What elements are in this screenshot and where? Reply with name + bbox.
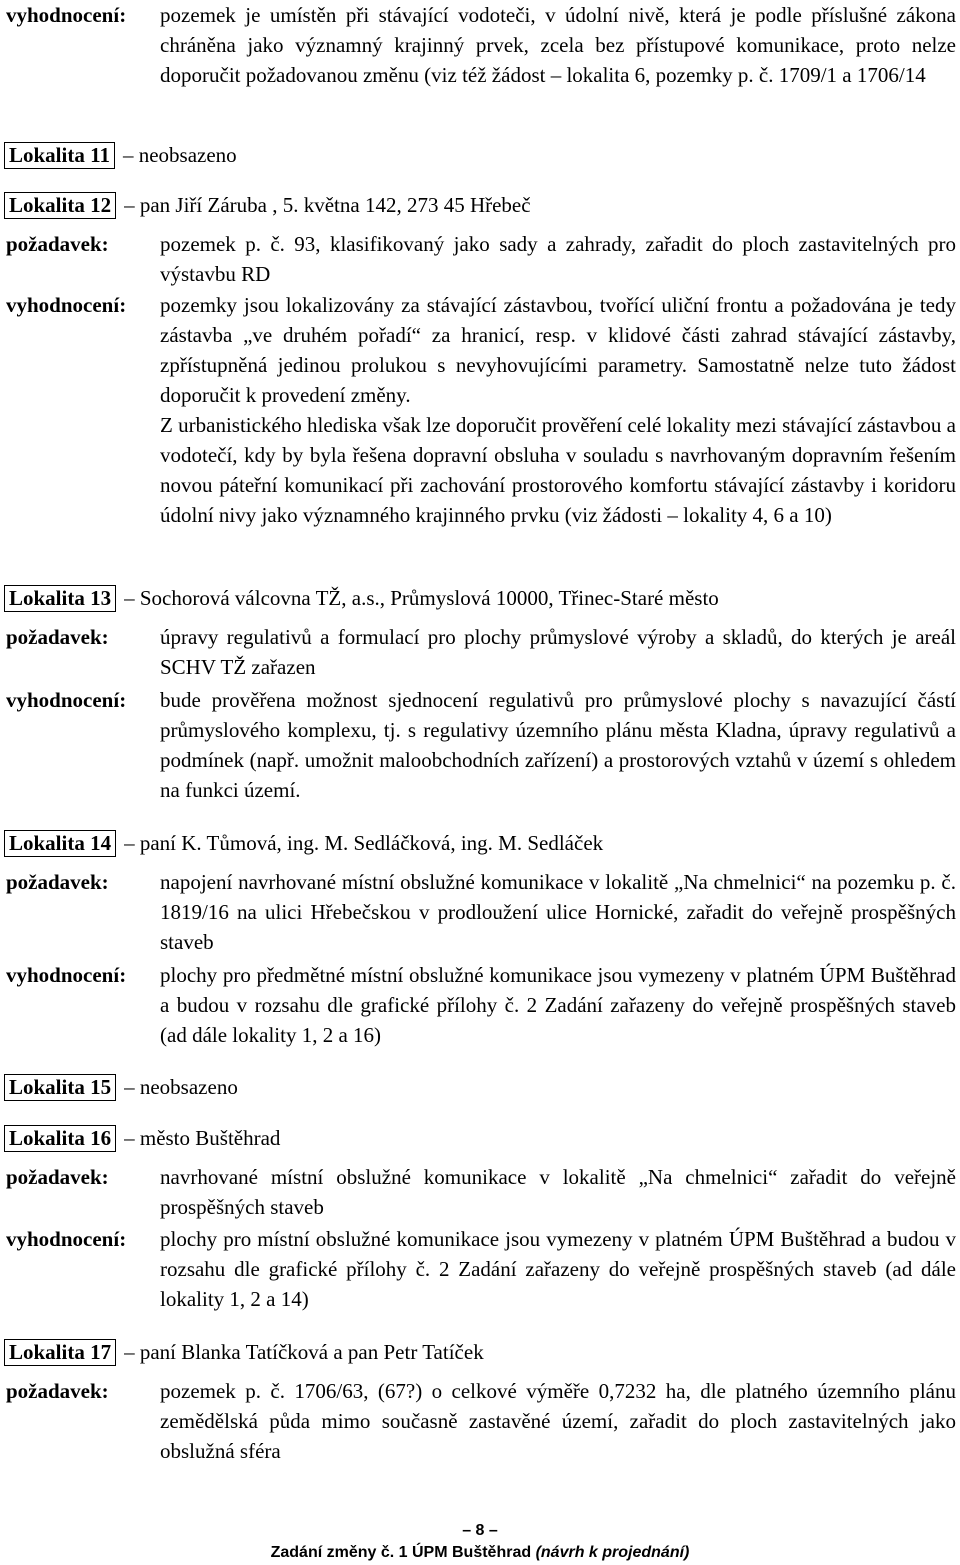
- evaluation-text: plochy pro předmětné místní obslužné komunikace jsou vymezeny v platném ÚPM Buštěhrad a budou v rozsahu dle grafické přílohy č. 2 Zadání zařazeny do veřejně prospěšných staveb (ad dále lokality 1, 2 a 16): [160, 963, 956, 1047]
- locality-17-applicant: – paní Blanka Tatíčková a pan Petr Tatíček: [124, 1340, 484, 1364]
- locality-16: [6, 1123, 280, 1153]
- locality-12-request: [6, 229, 956, 289]
- request-text: navrhované místní obslužné komunikace v lokalitě „Na chmelnici“ zařadit do veřejně prospěšných staveb: [160, 1165, 956, 1219]
- evaluation-text-2: Z urbanistického hlediska však lze doporučit prověření celé lokality mezi stávající zástavbou a vodotečí, kdy by byla řešena dopravní obsluha v souladu s navrhovaným dopravním řešením novou páteřní komunikací při zachování prostorového komfortu stávající zástavby i koridoru údolní nivy jako významného krajinného prvku (viz žádosti – lokality 4, 6 a 10): [160, 413, 956, 527]
- evaluation-label: vyhodnocení:: [6, 3, 127, 27]
- locality-14-evaluation: [6, 960, 956, 1050]
- request-label: požadavek:: [6, 625, 109, 649]
- evaluation-text: plochy pro místní obslužné komunikace jsou vymezeny v platném ÚPM Buštěhrad a budou v rozsahu dle grafické přílohy č. 2 Zadání zařazeny do veřejně prospěšných staveb (ad dále lokality 1, 2 a 14): [160, 1227, 956, 1311]
- request-label: požadavek:: [6, 1379, 109, 1403]
- document-title-note: (návrh k projednání): [535, 1544, 690, 1561]
- page-number: – 8 –: [462, 1522, 498, 1539]
- locality-11: [6, 140, 237, 170]
- evaluation-label: vyhodnocení:: [6, 293, 127, 317]
- evaluation-label: vyhodnocení:: [6, 1227, 127, 1251]
- request-text: pozemek p. č. 1706/63, (67?) o celkové výměře 0,7232 ha, dle platného územního plánu zemědělská půda mimo současně zastavěné území, zařadit do ploch zastavitelných jako obslužná sféra: [160, 1379, 956, 1463]
- evaluation-text: bude prověřena možnost sjednocení regulativů pro průmyslové plochy s navazující částí průmyslového komplexu, tj. s regulativy územního plánu města Kladna, úpravy regulativů a podmínek (např. umožnit maloobchodních zařízení) a prostorových vztahů v území s ohledem na funkci území.: [160, 688, 956, 802]
- locality-12: [6, 190, 531, 220]
- locality-12-applicant: – pan Jiří Záruba , 5. května 142, 273 45 Hřebeč: [124, 193, 531, 217]
- request-text: napojení navrhované místní obslužné komunikace v lokalitě „Na chmelnici“ na pozemku p. č. 1819/16 na ulici Hřebečskou v prodloužení ulice Hornické, zařadit do veřejně prospěšných staveb: [160, 870, 956, 954]
- locality-17-name: Lokalita 17: [4, 1339, 116, 1366]
- locality-13-name: Lokalita 13: [4, 585, 116, 612]
- request-label: požadavek:: [6, 232, 109, 256]
- locality-15-name: Lokalita 15: [4, 1074, 116, 1101]
- locality-16-request: [6, 1162, 956, 1222]
- locality-12-name: Lokalita 12: [4, 192, 116, 219]
- request-text: úpravy regulativů a formulací pro plochy průmyslové výroby a skladů, do kterých je areál SCHV TŽ zařazen: [160, 625, 956, 679]
- locality-14-request: [6, 867, 956, 957]
- locality-16-evaluation: [6, 1224, 956, 1314]
- document-title: [0, 1542, 960, 1564]
- document-title-main: Zadání změny č. 1 ÚPM Buštěhrad: [270, 1544, 532, 1561]
- locality-14-applicant: – paní K. Tůmová, ing. M. Sedláčková, ing. M. Sedláček: [124, 831, 604, 855]
- top-evaluation: [6, 0, 956, 90]
- locality-17-request: [6, 1376, 956, 1466]
- locality-13-request: [6, 622, 956, 682]
- locality-16-applicant: – město Buštěhrad: [124, 1126, 281, 1150]
- locality-14: [6, 828, 603, 858]
- locality-13-applicant: – Sochorová válcovna TŽ, a.s., Průmyslová 10000, Třinec-Staré město: [124, 586, 719, 610]
- locality-17: [6, 1337, 484, 1367]
- evaluation-text: pozemek je umístěn při stávající vodoteči, v údolní nivě, která je podle příslušné zákona chráněna jako významný krajinný prvek, zcela bez přístupové komunikace, proto nelze doporučit požadovanou změnu (viz též žádost – lokalita 6, pozemky p. č. 1709/1 a 1706/14: [160, 3, 956, 87]
- locality-11-applicant: – neobsazeno: [122, 143, 237, 167]
- evaluation-label: vyhodnocení:: [6, 688, 127, 712]
- request-label: požadavek:: [6, 870, 109, 894]
- locality-14-name: Lokalita 14: [4, 830, 116, 857]
- evaluation-text: pozemky jsou lokalizovány za stávající zástavbou, tvořící uliční frontu a požadována je tedy zástavba „ve druhém pořadí“ za hranicí, resp. v klidové části zahrad stávající zástavby, zpřístupněná jedinou prolukou s nevyhovujícími parametry. Samostatně nelze tuto žádost doporučit k provedení změny.: [160, 293, 956, 407]
- request-label: požadavek:: [6, 1165, 109, 1189]
- locality-16-name: Lokalita 16: [4, 1125, 116, 1152]
- locality-15-applicant: – neobsazeno: [124, 1075, 238, 1099]
- request-text: pozemek p. č. 93, klasifikovaný jako sady a zahrady, zařadit do ploch zastavitelných pro výstavbu RD: [160, 232, 956, 286]
- locality-15: [6, 1072, 238, 1102]
- page-footer: [0, 1520, 960, 1564]
- evaluation-label: vyhodnocení:: [6, 963, 127, 987]
- locality-11-name: Lokalita 11: [4, 142, 115, 169]
- locality-13-evaluation: [6, 685, 956, 805]
- locality-12-evaluation: [6, 290, 956, 530]
- locality-13: [6, 583, 719, 613]
